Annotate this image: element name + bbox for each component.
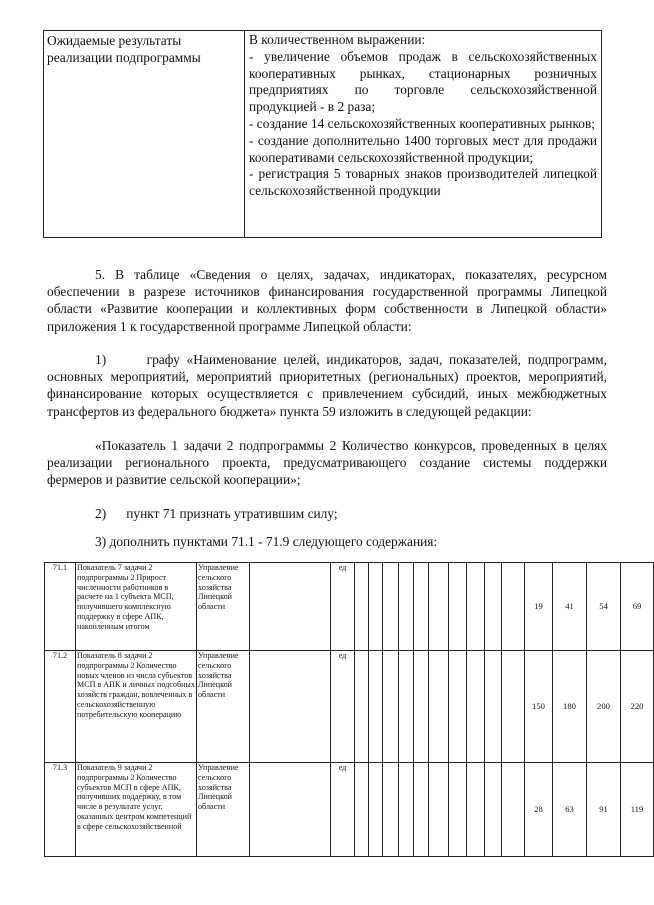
row-executor: Управление сельского хозяйства Липецкой области: [197, 763, 250, 857]
paragraph-5: 5. В таблице «Сведения о целях, задачах, индикаторах, показателях, ресурсном обеспечении в разрезе источников финансирования государственной программы Липецкой области «Развитие кооперации и коллективных форм собственности в Липецкой области» приложения 1 к государственной программе Липецкой области:: [47, 267, 607, 334]
row-number: 71.1: [45, 563, 76, 651]
empty-cell: [449, 763, 467, 857]
empty-cell: [355, 651, 369, 763]
empty-cell: [485, 563, 502, 651]
empty-cell: [355, 563, 369, 651]
row-value: 119: [621, 763, 654, 857]
empty-cell: [399, 651, 414, 763]
table-row: [45, 563, 654, 651]
empty-cell: [429, 563, 449, 651]
empty-cell: [355, 763, 369, 857]
empty-cell: [429, 763, 449, 857]
results-item-3: - создание дополнительно 1400 торговых мест для продажи кооперативами сельскохозяйственной продукции;: [249, 132, 597, 165]
row-value: 19: [525, 563, 553, 651]
paragraph-item-3: 3) дополнить пунктами 71.1 - 71.9 следующего содержания:: [95, 534, 438, 549]
empty-cell: [449, 651, 467, 763]
empty-cell: [467, 563, 485, 651]
empty-cell: [414, 651, 429, 763]
empty-cell: [467, 763, 485, 857]
row-value: 220: [621, 651, 654, 763]
row-name: Показатель 7 задачи 2 подпрограммы 2 Прирост численности работников в расчете на 1 субъекта МСП, получившего комплексную поддержку в сфере АПК, накопленным итогом: [76, 563, 197, 651]
row-value: 180: [553, 651, 587, 763]
results-label-cell: [44, 31, 245, 238]
empty-cell: [429, 651, 449, 763]
empty-cell: [502, 651, 525, 763]
row-unit: ед: [331, 651, 355, 763]
empty-cell: [383, 763, 399, 857]
row-value: 150: [525, 651, 553, 763]
empty-cell: [399, 563, 414, 651]
empty-cell: [250, 651, 331, 763]
results-table: [43, 30, 602, 238]
empty-cell: [414, 563, 429, 651]
empty-cell: [369, 763, 383, 857]
row-value: 54: [587, 563, 621, 651]
row-name: Показатель 9 задачи 2 подпрограммы 2 Количество субъектов МСП в сфере АПК, получивших поддержку, в том числе в результате услуг, оказанных центром компетенций в сфере сельскохозяйственной: [76, 763, 197, 857]
row-value: 69: [621, 563, 654, 651]
paragraph-item-2: 2) пункт 71 признать утратившим силу;: [95, 506, 338, 521]
empty-cell: [383, 563, 399, 651]
row-unit: ед: [331, 563, 355, 651]
empty-cell: [502, 763, 525, 857]
row-name: Показатель 8 задачи 2 подпрограммы 2 Количество новых членов из числа субъектов МСП в АПК и личных подсобных хозяйств граждан, вовлеченных в сельскохозяйственную потребительскую кооперацию: [76, 651, 197, 763]
empty-cell: [250, 563, 331, 651]
results-item-4: - регистрация 5 товарных знаков производителей липецкой сельскохозяйственной продукции: [249, 166, 597, 199]
empty-cell: [467, 651, 485, 763]
empty-cell: [485, 651, 502, 763]
empty-cell: [502, 563, 525, 651]
row-number: 71.2: [45, 651, 76, 763]
row-value: 63: [553, 763, 587, 857]
row-value: 41: [553, 563, 587, 651]
paragraph-item-1: 1) графу «Наименование целей, индикаторов, задач, показателей, подпрограмм, основных мероприятий, мероприятий приоритетных (региональных) проектов, мероприятий, финансирование которых осуществляется с привлечением субсидий, иных межбюджетных трансфертов из федерального бюджета» пункта 59 изложить в следующей редакции:: [47, 352, 607, 419]
results-label: Ожидаемые результаты реализации подпрограммы: [47, 33, 201, 65]
results-intro: В количественном выражении:: [249, 32, 426, 47]
table-row: [45, 763, 654, 857]
row-number: 71.3: [45, 763, 76, 857]
row-value: 28: [525, 763, 553, 857]
empty-cell: [383, 651, 399, 763]
empty-cell: [399, 763, 414, 857]
row-value: 200: [587, 651, 621, 763]
results-item-1: - увеличение объемов продаж в сельскохозяйственных кооперативных рынках, стационарных розничных предприятиях по торговле сельскохозяйственной продукцией - в 2 раза;: [249, 48, 597, 115]
empty-cell: [250, 763, 331, 857]
paragraph-quote: «Показатель 1 задачи 2 подпрограммы 2 Количество конкурсов, проведенных в целях реализации регионального проекта, предусматривающего создание системы поддержки фермеров и развитие сельской кооперации»;: [47, 438, 607, 488]
row-executor: Управление сельского хозяйства Липецкой области: [197, 651, 250, 763]
indicator-table: [44, 562, 654, 857]
row-unit: ед: [331, 763, 355, 857]
empty-cell: [449, 563, 467, 651]
empty-cell: [485, 763, 502, 857]
results-values-cell: [245, 31, 602, 238]
results-item-2: - создание 14 сельскохозяйственных кооперативных рынков;: [249, 115, 596, 131]
row-value: 91: [587, 763, 621, 857]
table-row: [45, 651, 654, 763]
empty-cell: [369, 563, 383, 651]
empty-cell: [369, 651, 383, 763]
empty-cell: [414, 763, 429, 857]
row-executor: Управление сельского хозяйства Липецкой области: [197, 563, 250, 651]
